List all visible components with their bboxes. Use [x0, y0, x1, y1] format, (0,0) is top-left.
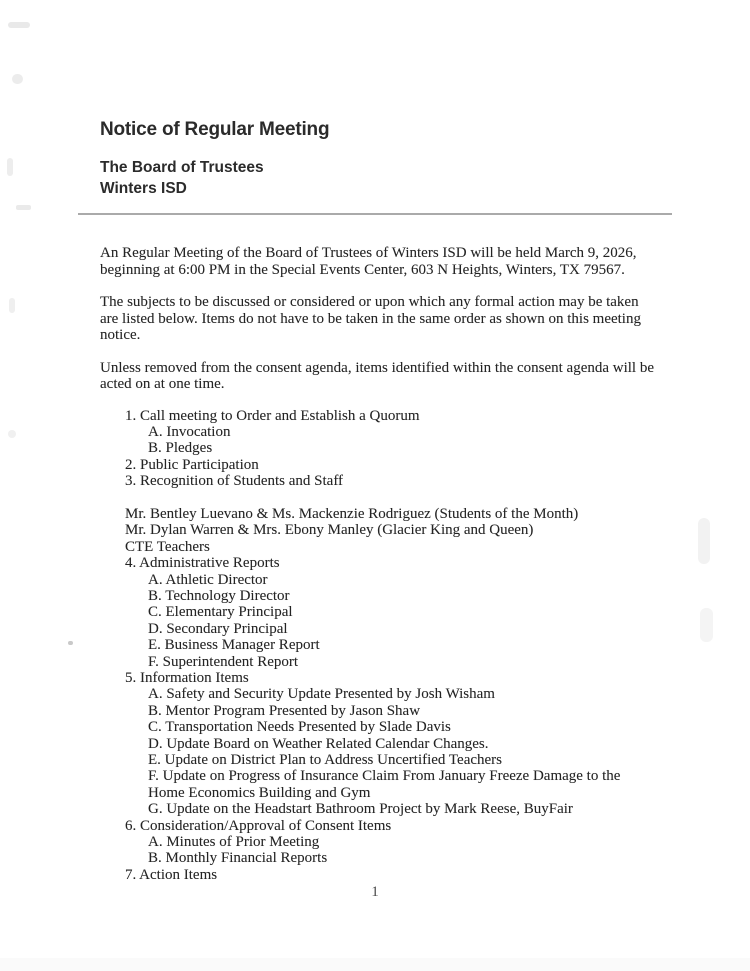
scan-artifact [68, 641, 73, 645]
scan-artifact [12, 74, 23, 84]
agenda-item: C. Elementary Principal [148, 604, 293, 621]
agenda-list [100, 408, 658, 884]
page-title: Notice of Regular Meeting [100, 119, 330, 140]
agenda-item: D. Secondary Principal [148, 620, 288, 637]
agenda-item: F. Update on Progress of Insurance Claim From January Freeze Damage to the Home Economics Building and Gym [148, 768, 621, 801]
intro-paragraph: An Regular Meeting of the Board of Trustees of Winters ISD will be held March 9, 2026, beginning at 6:00 PM in the Special Events Center, 603 N Heights, Winters, TX 79567. [100, 245, 637, 278]
agenda-item: B. Technology Director [148, 587, 290, 604]
scan-artifact [7, 158, 13, 176]
subjects-paragraph: The subjects to be discussed or considered or upon which any formal action may be taken are listed below. Items do not have to be taken in the same order as shown on this meeting notice. [100, 294, 641, 343]
agenda-item: 6. Consideration/Approval of Consent Items [125, 817, 392, 834]
scan-artifact [16, 205, 31, 210]
agenda-item: 7. Action Items [125, 866, 218, 883]
scan-artifact [0, 958, 750, 971]
scan-artifact [698, 518, 710, 564]
scan-artifact [8, 22, 30, 28]
agenda-item: E. Update on District Plan to Address Uncertified Teachers [148, 752, 502, 769]
scan-artifact [8, 430, 16, 438]
agenda-item: B. Monthly Financial Reports [148, 850, 328, 867]
agenda-item: A. Invocation [148, 423, 231, 440]
scan-artifact [9, 298, 15, 313]
agenda-item: B. Pledges [148, 440, 213, 457]
agenda-item: A. Minutes of Prior Meeting [148, 834, 320, 851]
agenda-item: Mr. Bentley Luevano & Ms. Mackenzie Rodriguez (Students of the Month) [125, 505, 579, 522]
agenda-item: C. Transportation Needs Presented by Slade Davis [148, 719, 451, 736]
agenda-item: F. Superintendent Report [148, 653, 299, 670]
agenda-item: 1. Call meeting to Order and Establish a Quorum [125, 407, 420, 424]
agenda-item: 4. Administrative Reports [125, 555, 280, 572]
agenda-item: E. Business Manager Report [148, 637, 320, 654]
agenda-item: D. Update Board on Weather Related Calendar Changes. [148, 735, 489, 752]
agenda-item: CTE Teachers [125, 538, 210, 555]
agenda-spacer [100, 490, 658, 506]
divider-rule [78, 213, 672, 215]
org-name-line1: The Board of Trustees [100, 159, 264, 176]
agenda-item: 2. Public Participation [125, 456, 259, 473]
agenda-item: B. Mentor Program Presented by Jason Shaw [148, 702, 421, 719]
document-content [100, 119, 658, 883]
agenda-item: 5. Information Items [125, 669, 249, 686]
org-name-block [100, 157, 658, 199]
org-name-line2: Winters ISD [100, 180, 187, 197]
scan-artifact [700, 608, 713, 642]
agenda-item: 3. Recognition of Students and Staff [125, 473, 344, 490]
agenda-item: A. Safety and Security Update Presented by Josh Wisham [148, 686, 495, 703]
page-number: 1 [371, 884, 379, 900]
agenda-item: A. Athletic Director [148, 571, 268, 588]
agenda-item: Mr. Dylan Warren & Mrs. Ebony Manley (Glacier King and Queen) [125, 522, 534, 539]
consent-paragraph: Unless removed from the consent agenda, items identified within the consent agenda will be acted on at one time. [100, 359, 655, 392]
agenda-item: G. Update on the Headstart Bathroom Project by Mark Reese, BuyFair [148, 801, 573, 818]
